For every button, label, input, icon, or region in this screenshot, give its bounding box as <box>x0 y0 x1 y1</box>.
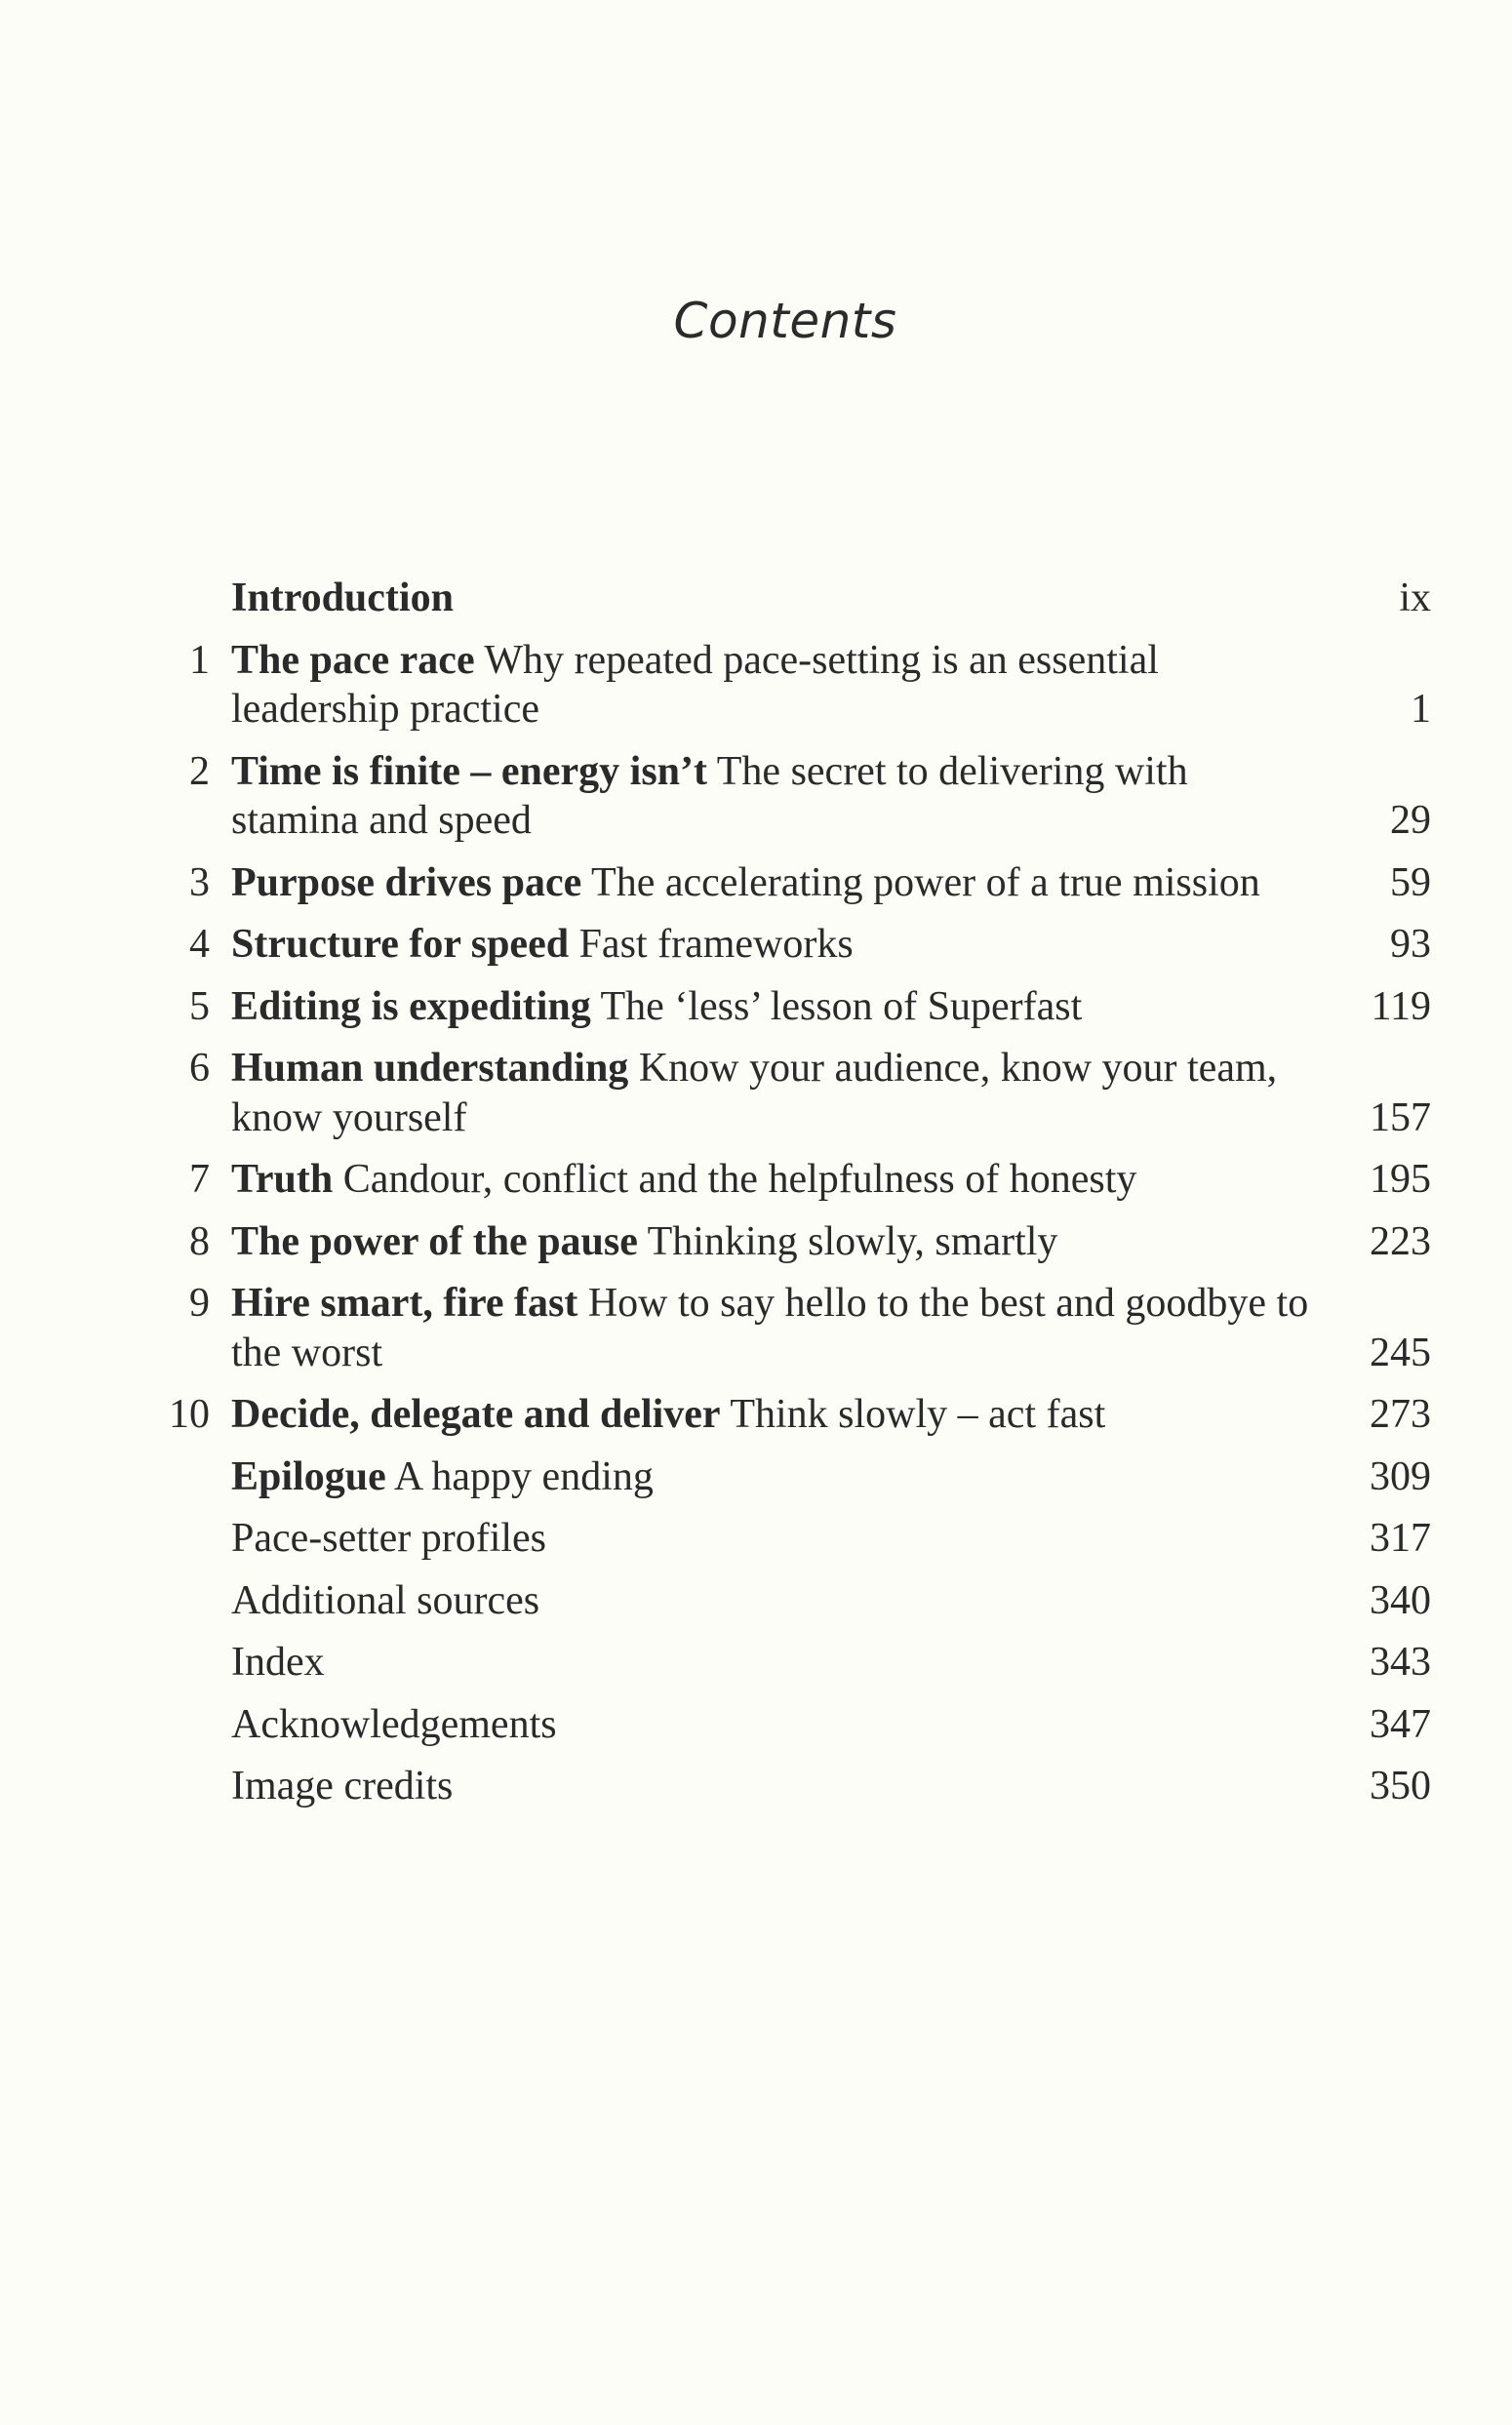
entry-title-bold: Time is finite – energy isn’t <box>231 748 708 794</box>
page-number: 317 <box>1370 1516 1431 1561</box>
entry-title: Acknowledgements <box>231 1701 557 1747</box>
entry-title-bold: The power of the pause <box>231 1218 638 1264</box>
toc-entry-chapter-3[interactable] <box>0 858 1512 908</box>
entry-title-bold: Structure for speed <box>231 922 570 967</box>
entry-title-bold: Human understanding <box>231 1046 629 1091</box>
entry-title-bold: The pace race <box>231 637 475 683</box>
page-number: 350 <box>1370 1764 1431 1809</box>
entry-subtitle: The ‘less’ lesson of Superfast <box>600 983 1083 1029</box>
chapter-number: 7 <box>189 1157 210 1202</box>
toc-entry-chapter-10[interactable] <box>0 1390 1512 1440</box>
page-number: 1 <box>1411 687 1431 732</box>
page-number: 273 <box>1370 1392 1431 1437</box>
entry-title <box>231 1452 1324 1502</box>
page-number: 309 <box>1370 1453 1431 1499</box>
chapter-number: 9 <box>189 1281 210 1326</box>
toc-entry-image-credits[interactable] <box>0 1762 1512 1811</box>
entry-subtitle: The accelerating power of a true mission <box>591 859 1260 905</box>
table-of-contents <box>0 574 1512 1824</box>
page-number: 93 <box>1390 922 1431 967</box>
entry-title <box>231 1155 1324 1205</box>
toc-entry-index[interactable] <box>0 1638 1512 1688</box>
page-number: 223 <box>1370 1218 1431 1264</box>
page-number: 29 <box>1390 798 1431 843</box>
entry-title-bold: Hire smart, fire fast <box>231 1281 578 1326</box>
chapter-number: 8 <box>189 1218 210 1264</box>
entry-title <box>231 636 1324 735</box>
toc-entry-chapter-6[interactable] <box>0 1044 1512 1142</box>
page-number: 119 <box>1371 983 1431 1029</box>
entry-subtitle: Why repeated pace-setting is an essential leadership practice <box>231 637 1159 732</box>
entry-subtitle: Know your audience, know your team, know yourself <box>231 1046 1278 1140</box>
entry-title-bold: Truth <box>231 1157 334 1202</box>
entry-title: Image credits <box>231 1764 454 1809</box>
chapter-number: 5 <box>189 983 210 1029</box>
chapter-number: 1 <box>189 637 210 683</box>
entry-title <box>231 574 1324 623</box>
entry-title: Index <box>231 1640 325 1685</box>
entry-title-bold: Decide, delegate and deliver <box>231 1392 721 1437</box>
entry-title-bold: Introduction <box>231 576 454 620</box>
chapter-number: 10 <box>169 1392 210 1437</box>
chapter-number: 3 <box>189 859 210 905</box>
toc-entry-chapter-1[interactable] <box>0 636 1512 735</box>
page-number: ix <box>1399 576 1431 620</box>
chapter-number: 4 <box>189 922 210 967</box>
entry-title-bold: Editing is expediting <box>231 983 591 1029</box>
entry-title <box>231 858 1324 908</box>
entry-title-bold: Purpose drives pace <box>231 859 582 905</box>
chapter-number: 2 <box>189 748 210 794</box>
page-number: 195 <box>1370 1157 1431 1202</box>
page-number: 245 <box>1370 1330 1431 1375</box>
entry-subtitle: The secret to delivering with stamina and speed <box>231 748 1188 843</box>
entry-subtitle: Candour, conflict and the helpfulness of honesty <box>342 1157 1137 1202</box>
toc-entry-chapter-8[interactable] <box>0 1217 1512 1267</box>
page-number: 347 <box>1370 1701 1431 1747</box>
toc-entry-additional-sources[interactable] <box>0 1576 1512 1626</box>
toc-entry-chapter-2[interactable] <box>0 747 1512 846</box>
entry-subtitle: How to say hello to the best and goodbye to the worst <box>231 1281 1309 1375</box>
toc-entry-epilogue[interactable] <box>0 1452 1512 1502</box>
toc-entry-chapter-9[interactable] <box>0 1279 1512 1377</box>
chapter-number: 6 <box>189 1046 210 1091</box>
entry-title <box>231 1217 1324 1267</box>
toc-entry-acknowledgements[interactable] <box>0 1700 1512 1750</box>
entry-subtitle: Think slowly – act fast <box>730 1392 1106 1437</box>
toc-entry-chapter-7[interactable] <box>0 1155 1512 1205</box>
page-number: 343 <box>1370 1640 1431 1685</box>
toc-entry-pace-setter-profiles[interactable] <box>0 1514 1512 1564</box>
toc-entry-introduction[interactable] <box>0 574 1512 623</box>
toc-entry-chapter-5[interactable] <box>0 982 1512 1032</box>
entry-subtitle: Thinking slowly, smartly <box>647 1218 1058 1264</box>
toc-entry-chapter-4[interactable] <box>0 920 1512 970</box>
entry-title <box>231 1279 1324 1377</box>
entry-title <box>231 1044 1324 1142</box>
entry-title: Pace-setter profiles <box>231 1516 547 1561</box>
page-number: 157 <box>1370 1094 1431 1140</box>
page-number: 340 <box>1370 1577 1431 1623</box>
entry-title: Additional sources <box>231 1577 540 1623</box>
entry-subtitle: Fast frameworks <box>578 922 854 967</box>
entry-title <box>231 747 1324 846</box>
page-title: Contents <box>673 293 897 349</box>
entry-title-bold: Epilogue <box>231 1453 386 1499</box>
page-number: 59 <box>1390 859 1431 905</box>
entry-title <box>231 982 1324 1032</box>
entry-subtitle: A happy ending <box>393 1453 654 1499</box>
entry-title <box>231 920 1324 970</box>
entry-title <box>231 1390 1324 1440</box>
